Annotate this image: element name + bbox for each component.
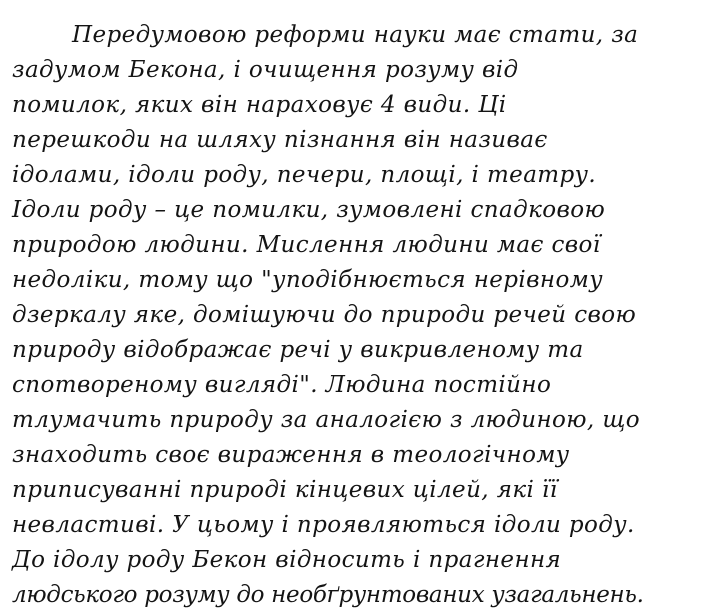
text-line-3: помилок, яких він нараховує 4 види. Ці [12, 92, 507, 118]
text-line-8: недоліки, тому що "уподібнюється нерівному [12, 267, 603, 293]
text-line-5: ідолами, ідоли роду, печери, площі, і театру. [12, 162, 597, 188]
paragraph-text [12, 18, 716, 613]
text-line-7: природою людини. Мислення людини має свої [12, 232, 601, 258]
text-line-11: спотвореному вигляді". Людина постійно [12, 372, 552, 398]
text-line-16: До ідолу роду Бекон відносить і прагнення [12, 547, 562, 573]
text-line-9: дзеркалу яке, домішуючи до природи речей свою [12, 302, 637, 328]
text-line-10: природу відображає речі у викривленому та [12, 337, 584, 363]
text-line-2: задумом Бекона, і очищення розуму від [12, 57, 519, 83]
text-line-4: перешкоди на шляху пізнання він називає [12, 127, 548, 153]
text-line-6: Ідоли роду – це помилки, зумовлені спадковою [12, 197, 606, 223]
text-line-17: людського розуму до необґрунтованих узагальнень. [12, 582, 644, 608]
text-line-12: тлумачить природу за аналогією з людиною, що [12, 407, 641, 433]
text-line-13: знаходить своє вираження в теологічному [12, 442, 570, 468]
text-line-14: приписуванні природі кінцевих цілей, які її [12, 477, 558, 503]
text-line-1: Передумовою реформи науки має стати, за [72, 22, 639, 48]
text-line-15: невластиві. У цьому і проявляються ідоли роду. [12, 512, 635, 538]
